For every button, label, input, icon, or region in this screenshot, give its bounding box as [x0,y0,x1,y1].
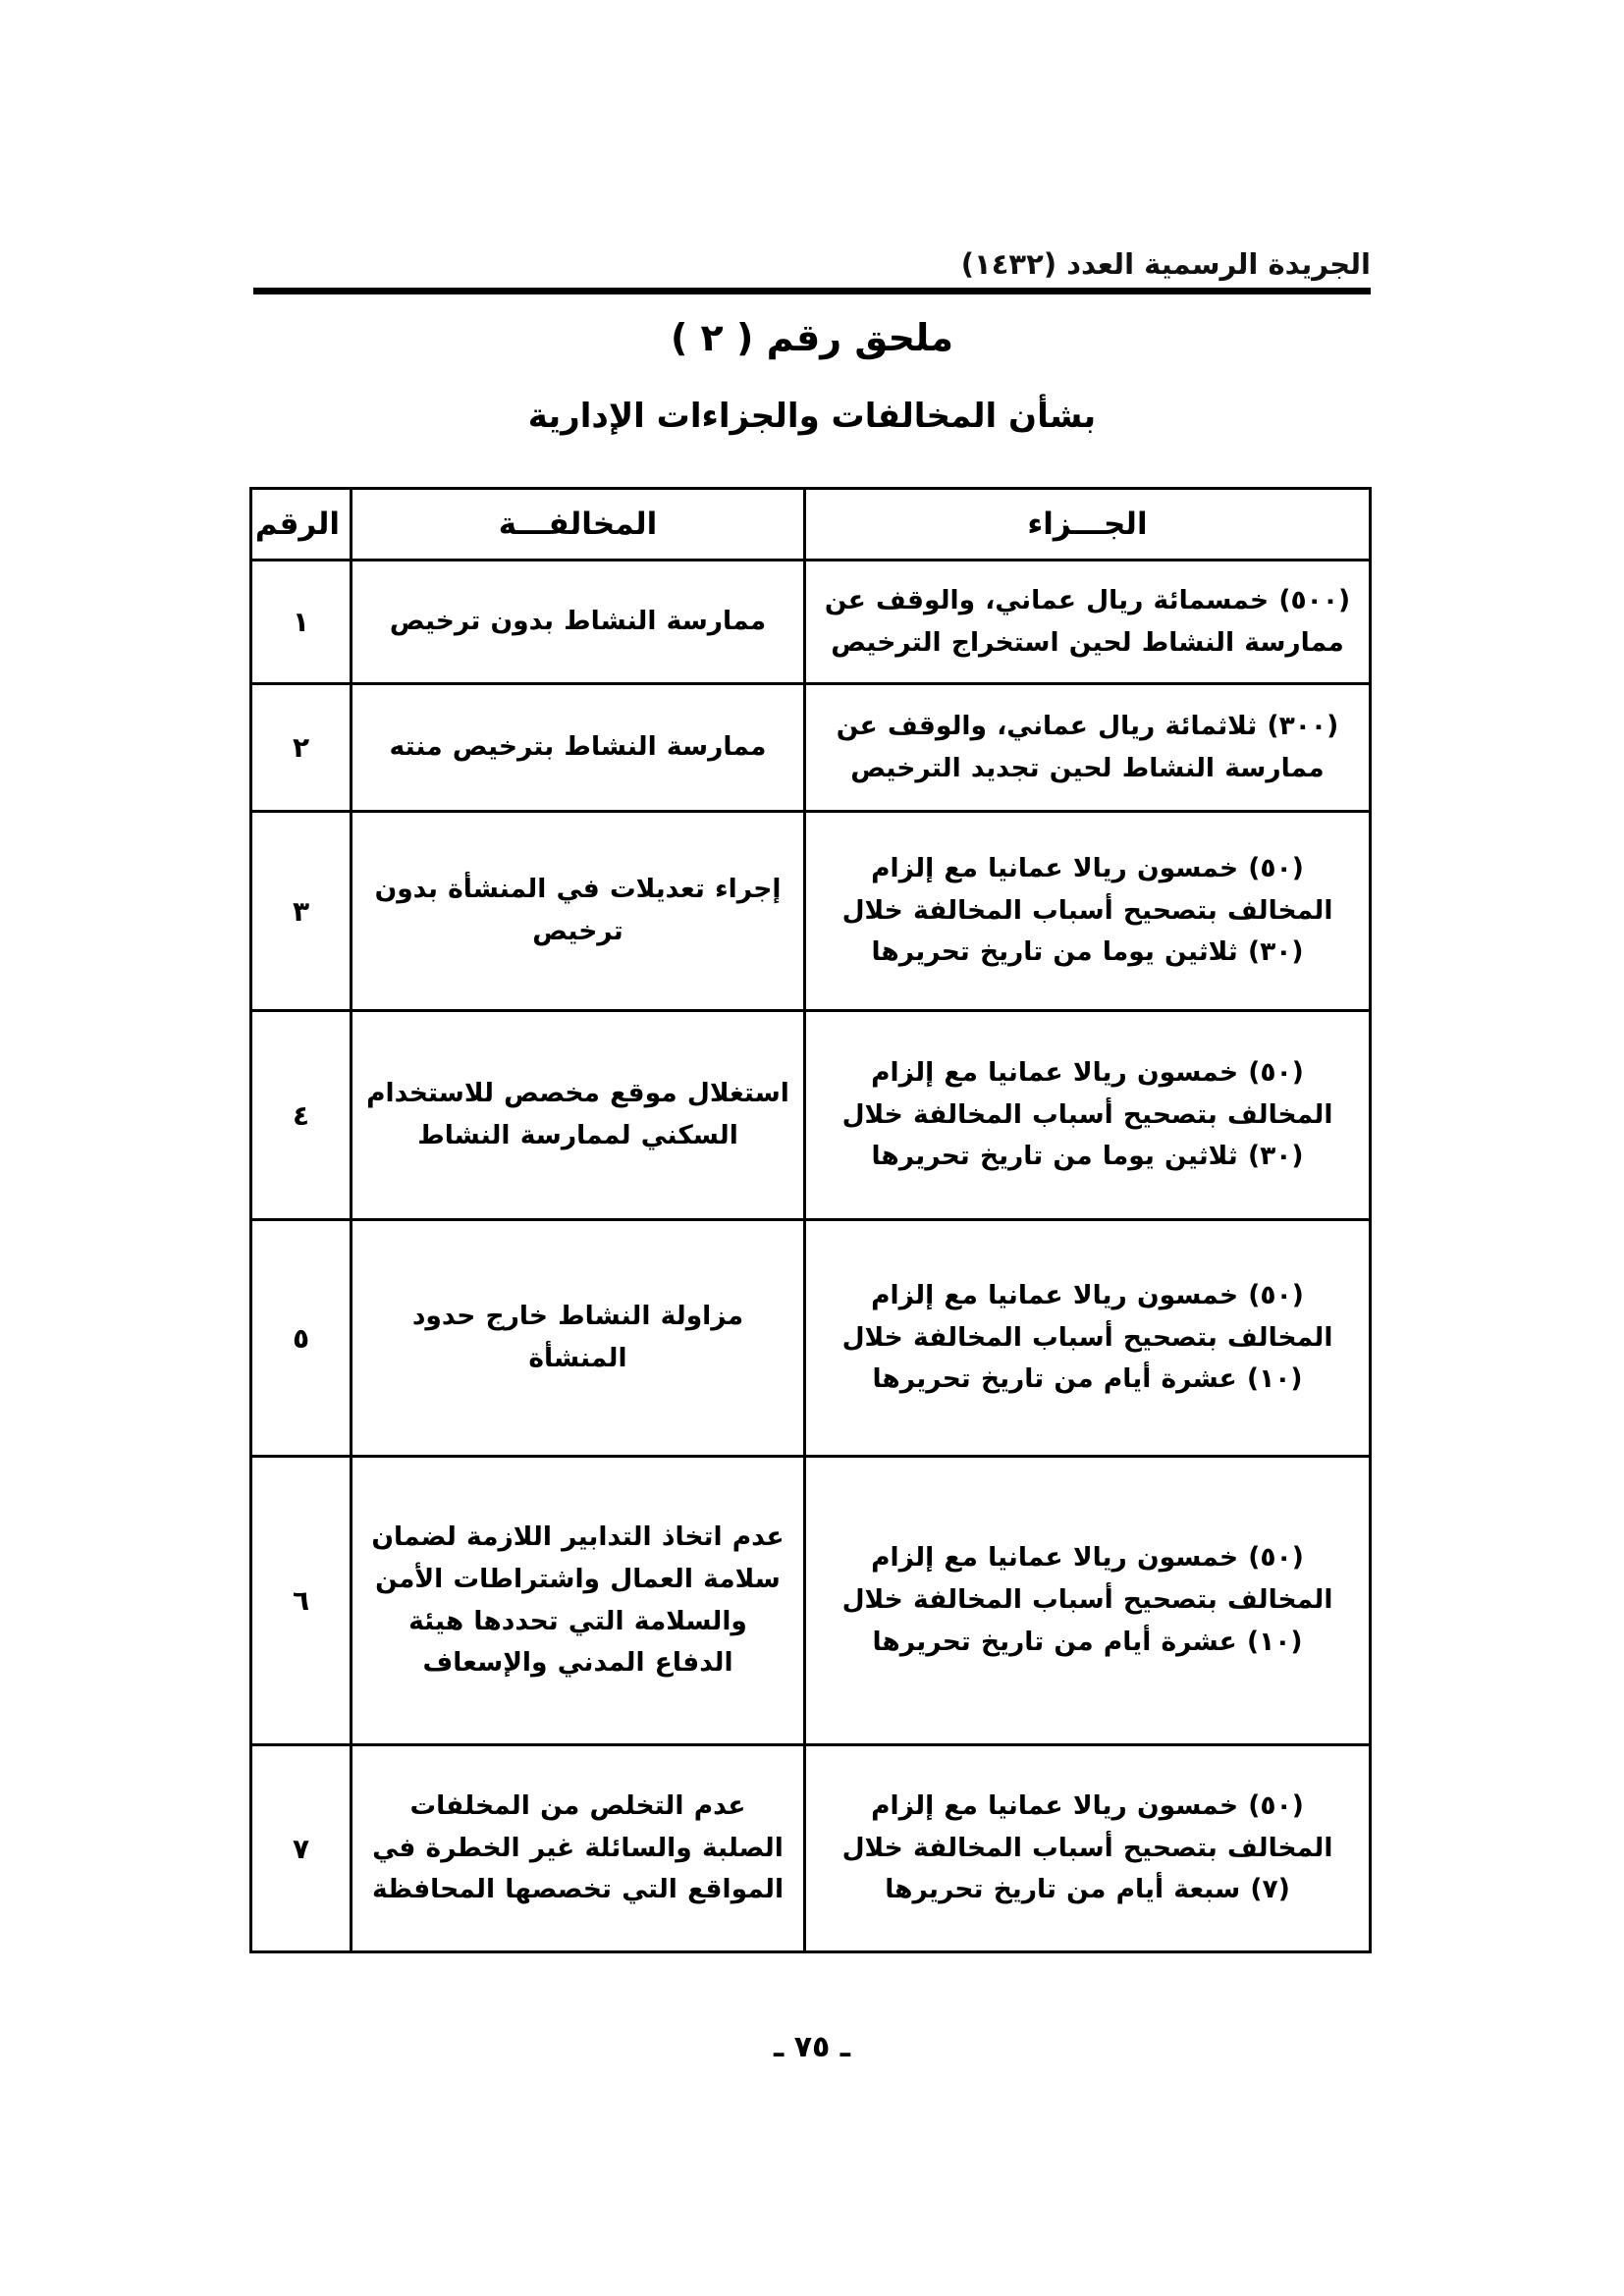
table-row [251,1745,1371,1952]
running-header [253,247,1371,294]
violations-penalties-table [249,487,1372,1953]
cell-penalty: (٥٠) خمسون ريالا عمانيا مع إلزام المخالف بتصحيح أسباب المخالفة خلال (٧) سبعة أيام من تاريخ تحريرها [805,1745,1371,1952]
cell-number: ٧ [251,1745,352,1952]
cell-violation: عدم اتخاذ التدابير اللازمة لضمان سلامة العمال واشتراطات الأمن والسلامة التي تحددها هيئة الدفاع المدني والإسعاف [352,1457,805,1745]
column-header-violation: المخالفـــة [352,489,805,561]
cell-number: ١ [251,561,352,684]
cell-violation: ممارسة النشاط بدون ترخيص [352,561,805,684]
table-row [251,812,1371,1011]
cell-number: ٥ [251,1220,352,1457]
cell-violation: إجراء تعديلات في المنشأة بدون ترخيص [352,812,805,1011]
table-row [251,561,1371,684]
cell-penalty: (٥٠) خمسون ريالا عمانيا مع إلزام المخالف بتصحيح أسباب المخالفة خلال (٣٠) ثلاثين يوما من تاريخ تحريرها [805,812,1371,1011]
cell-penalty: (٥٠) خمسون ريالا عمانيا مع إلزام المخالف بتصحيح أسباب المخالفة خلال (١٠) عشرة أيام من تاريخ تحريرها [805,1220,1371,1457]
table-row [251,1457,1371,1745]
cell-penalty: (٥٠٠) خمسمائة ريال عماني، والوقف عن ممارسة النشاط لحين استخراج الترخيص [805,561,1371,684]
column-header-penalty: الجـــزاء [805,489,1371,561]
table-header-row [251,489,1371,561]
table-row [251,1220,1371,1457]
page-subtitle: بشأن المخالفات والجزاءات الإدارية [527,397,1097,436]
cell-number: ٣ [251,812,352,1011]
cell-violation: عدم التخلص من المخلفات الصلبة والسائلة غير الخطرة في المواقع التي تخصصها المحافظة [352,1745,805,1952]
cell-number: ٢ [251,684,352,812]
page-number-footer: ـ ٧٥ ـ [773,2030,851,2064]
page-title: ملحق رقم ( ٢ ) [670,316,954,359]
cell-violation: استغلال موقع مخصص للاستخدام السكني لممارسة النشاط [352,1011,805,1220]
header-divider-rule [253,288,1371,294]
violations-table-container [252,487,1372,1953]
table-body [251,561,1371,1952]
gazette-issue-line: الجريدة الرسمية العدد (١٤٣٢) [960,247,1371,281]
cell-penalty: (٣٠٠) ثلاثمائة ريال عماني، والوقف عن ممارسة النشاط لحين تجديد الترخيص [805,684,1371,812]
table-row [251,1011,1371,1220]
cell-penalty: (٥٠) خمسون ريالا عمانيا مع إلزام المخالف بتصحيح أسباب المخالفة خلال (١٠) عشرة أيام من تاريخ تحريرها [805,1457,1371,1745]
cell-number: ٤ [251,1011,352,1220]
cell-number: ٦ [251,1457,352,1745]
cell-penalty: (٥٠) خمسون ريالا عمانيا مع إلزام المخالف بتصحيح أسباب المخالفة خلال (٣٠) ثلاثين يوما من تاريخ تحريرها [805,1011,1371,1220]
column-header-number: الرقم [251,489,352,561]
cell-violation: مزاولة النشاط خارج حدود المنشأة [352,1220,805,1457]
table-row [251,684,1371,812]
cell-violation: ممارسة النشاط بترخيص منته [352,684,805,812]
